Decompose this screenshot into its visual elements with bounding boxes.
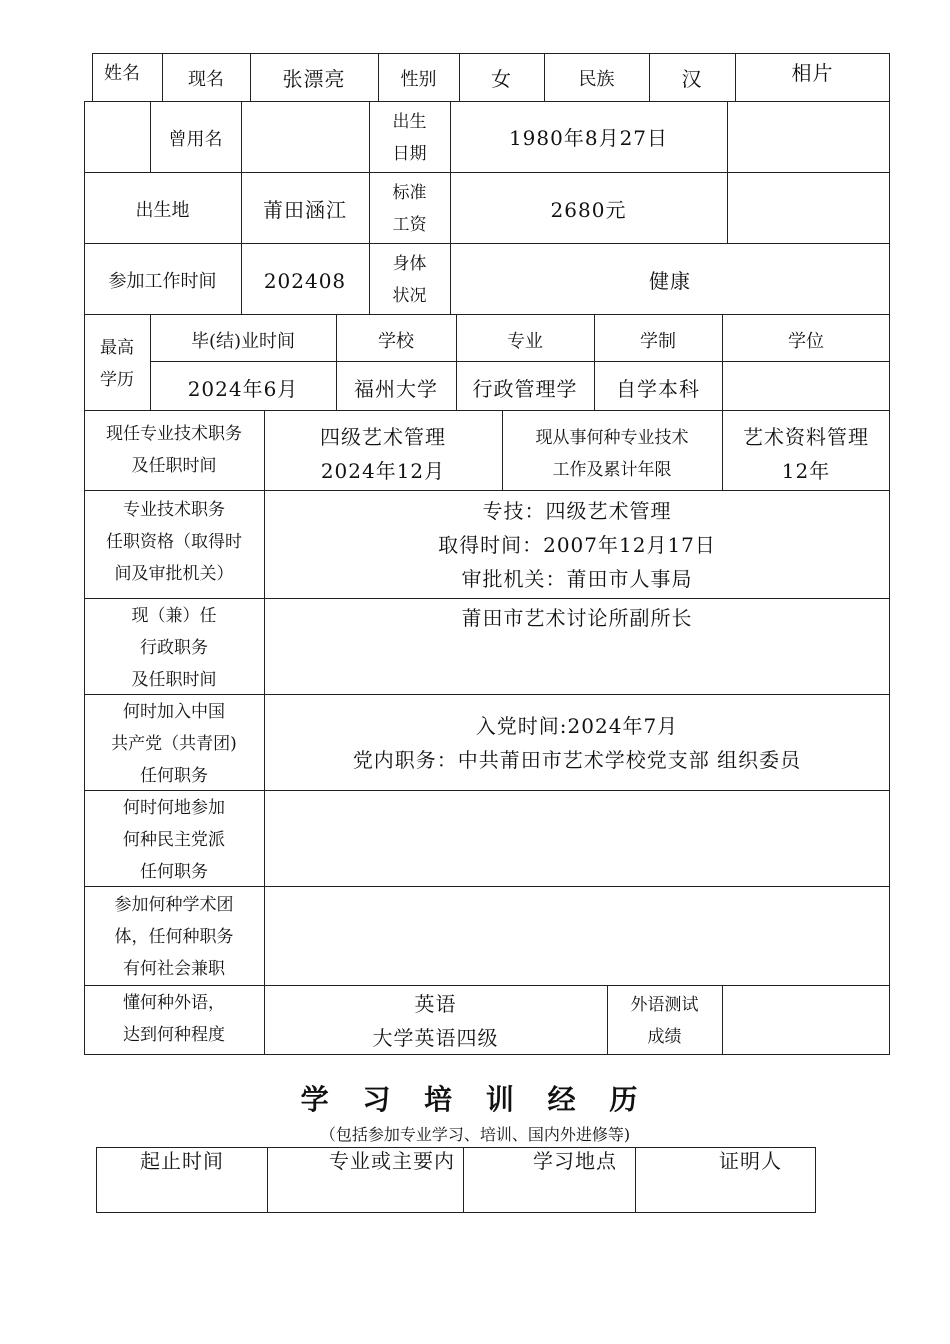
qualification-value: 专技：四级艺术管理 取得时间：2007年12月17日 审批机关：莆田市人事局 xyxy=(438,499,716,591)
title-label: 现任专业技术职务 及任职时间 xyxy=(106,424,242,476)
qualification-label: 专业技术职务 任职资格（取得时 间及审批机关） xyxy=(106,500,242,584)
system-label: 学制 xyxy=(640,331,676,352)
party-label: 何时加入中国 共产党（共青团) 任何职务 xyxy=(111,702,237,786)
salary-label: 标准 工资 xyxy=(392,183,427,235)
title-value: 四级艺术管理 2024年12月 xyxy=(320,425,446,483)
training-col-period: 起止时间 xyxy=(140,1149,224,1173)
admin-duty-value: 莆田市艺术讨论所副所长 xyxy=(461,606,693,630)
former-name-label: 曾用名 xyxy=(168,129,223,150)
current-name-value: 张漂亮 xyxy=(282,67,346,91)
language-label: 懂何种外语， 达到何种程度 xyxy=(123,993,225,1045)
grad-time-value: 2024年6月 xyxy=(187,377,299,401)
degree-label: 学位 xyxy=(788,331,824,352)
birth-date-label: 出生 日期 xyxy=(392,112,427,164)
birth-date-value: 1980年8月27日 xyxy=(508,126,669,150)
salary-value: 2680元 xyxy=(550,198,627,222)
training-heading: 学 习 培 训 经 历 xyxy=(300,1083,650,1116)
health-value: 健康 xyxy=(649,269,691,293)
birthplace-label: 出生地 xyxy=(135,200,190,221)
gender-label: 性别 xyxy=(400,69,437,90)
field-label: 现从事何种专业技术 工作及累计年限 xyxy=(535,428,689,480)
major-value: 行政管理学 xyxy=(472,377,578,401)
ethnicity-label: 民族 xyxy=(578,69,615,90)
party-value: 入党时间:2024年7月 党内职务：中共莆田市艺术学校党支部 组织委员 xyxy=(352,714,802,772)
school-value: 福州大学 xyxy=(354,377,438,401)
system-value: 自学本科 xyxy=(616,377,700,401)
work-start-value: 202408 xyxy=(263,269,347,293)
school-label: 学校 xyxy=(378,331,414,352)
major-label: 专业 xyxy=(507,331,543,352)
health-label: 身体 状况 xyxy=(392,254,427,306)
current-name-label: 现名 xyxy=(188,69,224,90)
training-col-content: 专业或主要内 xyxy=(329,1149,455,1173)
gender-value: 女 xyxy=(491,67,512,91)
birthplace-value: 莆田涵江 xyxy=(263,198,347,222)
field-value: 艺术资料管理 12年 xyxy=(743,425,869,483)
education-label: 最高 学历 xyxy=(100,338,134,390)
academic-label: 参加何种学术团 体，任何种职务 有何社会兼职 xyxy=(114,895,234,979)
training-subheading: （包括参加专业学习、培训、国内外进修等) xyxy=(319,1125,631,1144)
democratic-party-label: 何时何地参加 何种民主党派 任何职务 xyxy=(123,798,225,882)
training-col-location: 学习地点 xyxy=(533,1149,617,1173)
admin-duty-label: 现（兼）任 行政职务 及任职时间 xyxy=(131,606,217,690)
language-score-label: 外语测试 成绩 xyxy=(630,995,699,1047)
ethnicity-value: 汉 xyxy=(681,67,703,91)
language-value: 英语 大学英语四级 xyxy=(372,992,499,1050)
training-col-witness: 证明人 xyxy=(719,1149,782,1173)
name-label: 姓名 xyxy=(104,63,140,84)
work-start-label: 参加工作时间 xyxy=(108,271,217,292)
grad-time-label: 毕(结)业时间 xyxy=(190,331,296,352)
photo-label: 相片 xyxy=(791,61,834,85)
